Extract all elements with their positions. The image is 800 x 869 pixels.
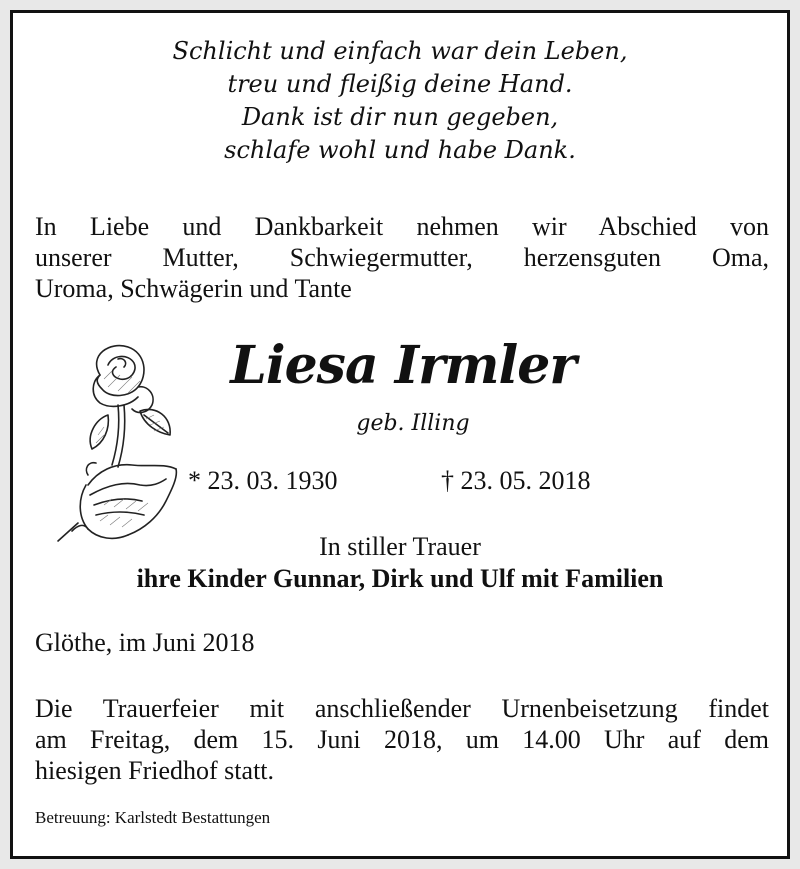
obituary-notice: [10, 10, 790, 859]
intro-line: Uroma, Schwägerin und Tante: [35, 274, 352, 303]
death-date: † 23. 05. 2018: [441, 466, 591, 495]
service-line: hiesigen Friedhof statt.: [35, 756, 275, 785]
service-text: [35, 693, 769, 786]
family-line: ihre Kinder Gunnar, Dirk und Ulf mit Familien: [136, 564, 664, 593]
funeral-home: Betreuung: Karlstedt Bestattungen: [35, 808, 271, 827]
mourning-line: In stiller Trauer: [319, 532, 481, 561]
birth-date: * 23. 03. 1930: [188, 466, 338, 495]
deceased-name: Liesa Irmler: [230, 335, 576, 396]
poem-line: schlafe wohl und habe Dank.: [224, 136, 576, 164]
poem-line: treu und fleißig deine Hand.: [227, 70, 573, 98]
service-line: Die Trauerfeier mit anschließender Urnenbeisetzung findet: [35, 694, 769, 723]
poem-line: Dank ist dir nun gegeben,: [241, 103, 559, 131]
intro-line: unserer Mutter, Schwiegermutter, herzensguten Oma,: [35, 243, 769, 272]
intro-line: In Liebe und Dankbarkeit nehmen wir Abschied von: [35, 212, 769, 241]
birth-name: geb. Illing: [356, 411, 470, 436]
place-date: Glöthe, im Juni 2018: [35, 628, 255, 657]
rose-in-hand-icon: [48, 335, 198, 545]
intro-text: [35, 211, 769, 304]
service-line: am Freitag, dem 15. Juni 2018, um 14.00 Uhr auf dem: [35, 725, 769, 754]
poem-line: Schlicht und einfach war dein Leben,: [172, 37, 628, 65]
poem: [13, 35, 787, 167]
